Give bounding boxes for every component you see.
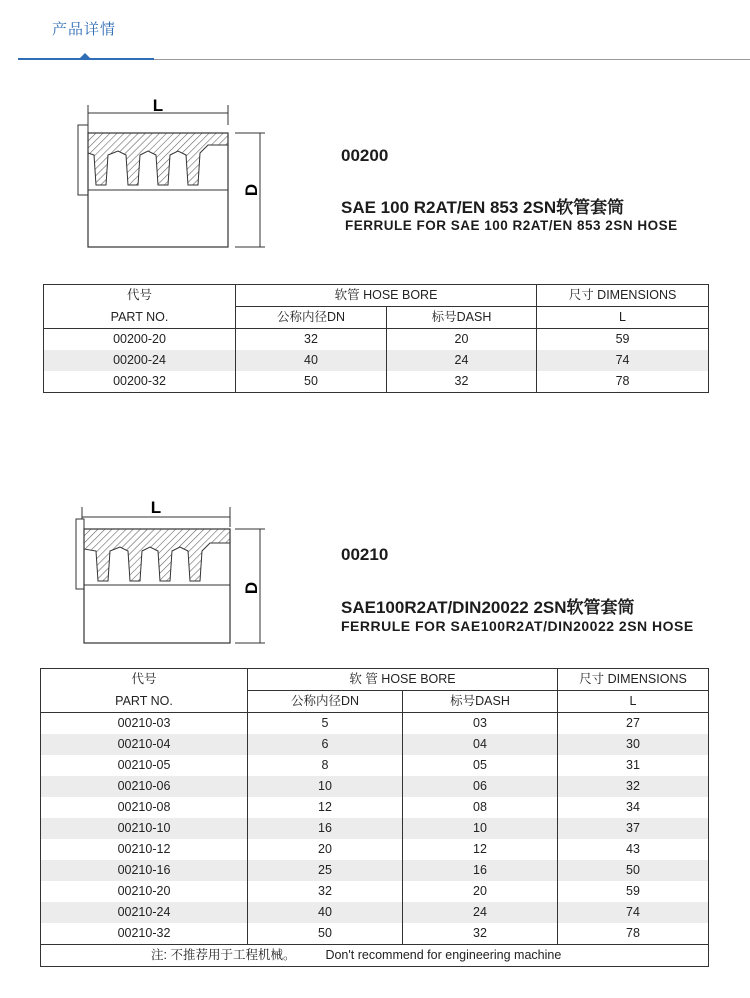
cell-l: 43 (558, 839, 709, 860)
table-note-row (41, 945, 709, 967)
cell-part: 00200-24 (44, 350, 236, 371)
cell-part: 00210-12 (41, 839, 248, 860)
note-cn: 注: 不推荐用于工程机械。 (151, 948, 296, 962)
table-row (41, 902, 709, 923)
header-dn: 公称内径DN (248, 691, 403, 713)
cell-dn: 32 (236, 329, 387, 351)
table-row (44, 371, 709, 393)
table-note (41, 945, 709, 967)
cell-part: 00200-32 (44, 371, 236, 393)
cell-l: 32 (558, 776, 709, 797)
table-row (41, 881, 709, 902)
cell-dash: 05 (403, 755, 558, 776)
cell-dn: 40 (236, 350, 387, 371)
spec-table-00210 (40, 668, 709, 967)
cell-dn: 50 (248, 923, 403, 945)
header-dash: 标号DASH (403, 691, 558, 713)
cell-l: 31 (558, 755, 709, 776)
cell-l: 59 (558, 881, 709, 902)
cell-dn: 40 (248, 902, 403, 923)
cell-part: 00210-24 (41, 902, 248, 923)
cell-part: 00210-20 (41, 881, 248, 902)
table-row (41, 923, 709, 945)
table-row (41, 860, 709, 881)
cell-l: 78 (558, 923, 709, 945)
header-accent-bar (18, 58, 154, 60)
cell-dash: 32 (387, 371, 537, 393)
header-l: L (558, 691, 709, 713)
table-row (41, 839, 709, 860)
cell-dash: 04 (403, 734, 558, 755)
cell-part: 00210-05 (41, 755, 248, 776)
cell-dash: 16 (403, 860, 558, 881)
cell-dn: 12 (248, 797, 403, 818)
product-code: 00200 (341, 146, 389, 165)
cell-l: 78 (537, 371, 709, 393)
product-title-en: FERRULE FOR SAE 100 R2AT/EN 853 2SN HOSE (345, 218, 678, 233)
spec-table-00200 (43, 284, 709, 393)
cell-dash: 08 (403, 797, 558, 818)
header-hose-bore: 软管 HOSE BORE (236, 285, 537, 307)
cell-part: 00200-20 (44, 329, 236, 351)
product-title-en: FERRULE FOR SAE100R2AT/DIN20022 2SN HOSE (341, 618, 694, 634)
cell-dash: 10 (403, 818, 558, 839)
note-en: Don't recommend for engineering machine (325, 948, 562, 962)
cell-dash: 24 (387, 350, 537, 371)
table-row (41, 818, 709, 839)
product-title-cn: SAE100R2AT/DIN20022 2SN软管套筒 (341, 598, 635, 617)
cell-part: 00210-04 (41, 734, 248, 755)
header-pointer-icon (80, 53, 90, 58)
table-row (41, 734, 709, 755)
cell-l: 30 (558, 734, 709, 755)
table-row (41, 776, 709, 797)
table-row (44, 350, 709, 371)
cell-dash: 20 (403, 881, 558, 902)
cell-dash: 24 (403, 902, 558, 923)
header-dash: 标号DASH (387, 307, 537, 329)
cell-part: 00210-16 (41, 860, 248, 881)
table-row (41, 797, 709, 818)
cell-part: 00210-08 (41, 797, 248, 818)
header-part-en: PART NO. (41, 691, 248, 713)
cell-l: 50 (558, 860, 709, 881)
cell-dash: 20 (387, 329, 537, 351)
cell-part: 00210-10 (41, 818, 248, 839)
cell-dn: 20 (248, 839, 403, 860)
ferrule-drawing-00200 (70, 95, 270, 255)
cell-l: 74 (537, 350, 709, 371)
header-dn: 公称内径DN (236, 307, 387, 329)
cell-l: 27 (558, 713, 709, 735)
cell-dash: 03 (403, 713, 558, 735)
cell-dash: 12 (403, 839, 558, 860)
cell-dn: 16 (248, 818, 403, 839)
cell-dn: 25 (248, 860, 403, 881)
cell-part: 00210-32 (41, 923, 248, 945)
header-l: L (537, 307, 709, 329)
page-section-title: 产品详情 (52, 21, 117, 38)
cell-l: 74 (558, 902, 709, 923)
length-dim-label: L (152, 96, 164, 115)
cell-dn: 32 (248, 881, 403, 902)
cell-dn: 5 (248, 713, 403, 735)
product-code: 00210 (341, 545, 389, 564)
cell-dn: 6 (248, 734, 403, 755)
header-part-en: PART NO. (44, 307, 236, 329)
table-row (41, 755, 709, 776)
ferrule-drawing-00210 (70, 493, 270, 653)
cell-dash: 06 (403, 776, 558, 797)
length-dim-label: L (150, 498, 162, 517)
table-row (44, 329, 709, 351)
diameter-dim-label: D (242, 183, 261, 197)
cell-dn: 8 (248, 755, 403, 776)
product-title-cn: SAE 100 R2AT/EN 853 2SN软管套筒 (341, 198, 625, 217)
cell-dash: 32 (403, 923, 558, 945)
header-part-cn: 代号 (41, 669, 248, 691)
header-dimensions: 尺寸 DIMENSIONS (537, 285, 709, 307)
cell-dn: 50 (236, 371, 387, 393)
header-part-cn: 代号 (44, 285, 236, 307)
diameter-dim-label: D (242, 581, 261, 595)
cell-l: 59 (537, 329, 709, 351)
header-dimensions: 尺寸 DIMENSIONS (558, 669, 709, 691)
cell-l: 37 (558, 818, 709, 839)
cell-dn: 10 (248, 776, 403, 797)
header-hose-bore: 软 管 HOSE BORE (248, 669, 558, 691)
cell-part: 00210-06 (41, 776, 248, 797)
cell-part: 00210-03 (41, 713, 248, 735)
table-row (41, 713, 709, 735)
cell-l: 34 (558, 797, 709, 818)
